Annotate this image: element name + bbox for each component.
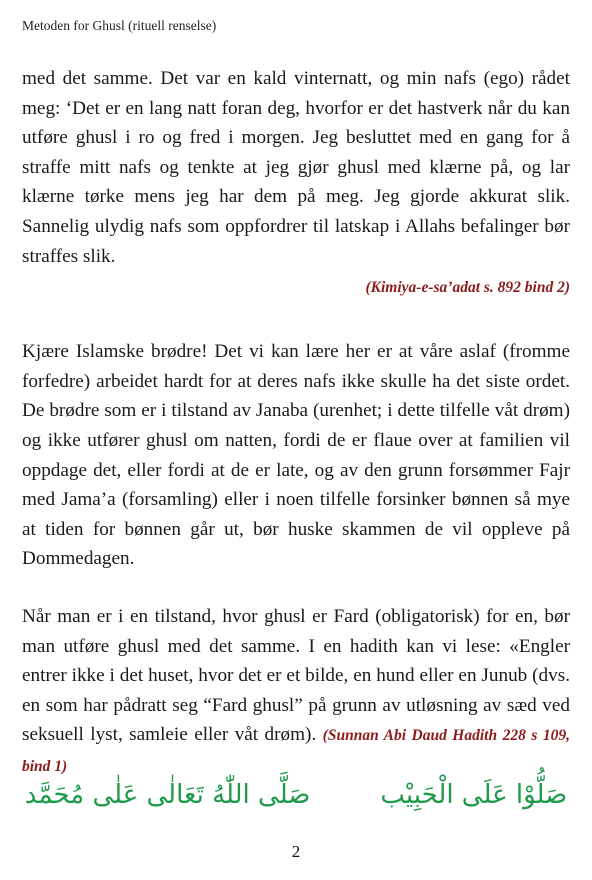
page-body [22, 64, 570, 781]
paragraph-2 [22, 337, 570, 574]
salawat-calligraphy [0, 780, 592, 824]
paragraph-1 [22, 64, 570, 271]
citation-kimiya: (Kimiya-e-sa’adat s. 892 bind 2) [365, 279, 570, 297]
paragraph-3-text: Når man er i en tilstand, hvor ghusl er Fard (obligatorisk) for en, bør man utføre ghusl med det samme. I en hadith kan vi lese: «Engler entrer ikke i det huset, hvor det er et bilde, en hund eller en Junub (dvs. en som har pådratt seg “Fard ghusl” på grunn av utløsning av sæd ved seksuell lyst, samleie eller våt drøm). [22, 605, 570, 746]
page-number: 2 [291, 842, 301, 861]
citation-abi-daud: (Sunnan Abi Daud Hadith 228 s 109, bind 1) [22, 727, 570, 775]
paragraph-3 [22, 602, 570, 782]
paragraph-spacer [22, 574, 570, 602]
paragraph-1-text: med det samme. Det var en kald vinternatt, og min nafs (ego) rådet meg: ‘Det er en lang natt foran deg, hvorfor er det hastverk når du kan utføre ghusl i ro og fred i morgen. Jeg besluttet med en gang for å straffe mitt nafs og tenkte at jeg gjør ghusl med klærne på, og lar klærne tørke mens jeg har dem på meg. Jeg gjorde akkurat slik. Sannelig ulydig nafs som oppfordrer til latskap i Allahs befalinger bør straffes slik. [22, 68, 570, 267]
paragraph-2-text: Kjære Islamske brødre! Det vi kan lære her er at våre aslaf (fromme forfedre) arbeidet hardt for at deres nafs ikke skulle ha det siste ordet. De brødre som er i tilstand av Janaba (urenhet; i dette tilfelle våt drøm) og ikke utfører ghusl om natten, fordi de er flaue over at familien vil oppdage det, eller fordi at de er late, og av den grunn forsømmer Fajr med Jama’a (forsamling) eller i noen tilfelle forsinker bønnen så mye at tiden for bønnen går ut, bør huske skammen de vil oppleve på Dommedagen. [22, 341, 570, 570]
running-header: Metoden for Ghusl (rituell renselse) [22, 18, 217, 33]
salawat-right-phrase: صَلُّوْا عَلَى الْحَبِيْب [380, 780, 568, 810]
paragraph-spacer [22, 299, 570, 337]
salawat-left-phrase: صَلَّى اللّٰهُ تَعَالٰى عَلٰى مُحَمَّد [24, 780, 311, 810]
